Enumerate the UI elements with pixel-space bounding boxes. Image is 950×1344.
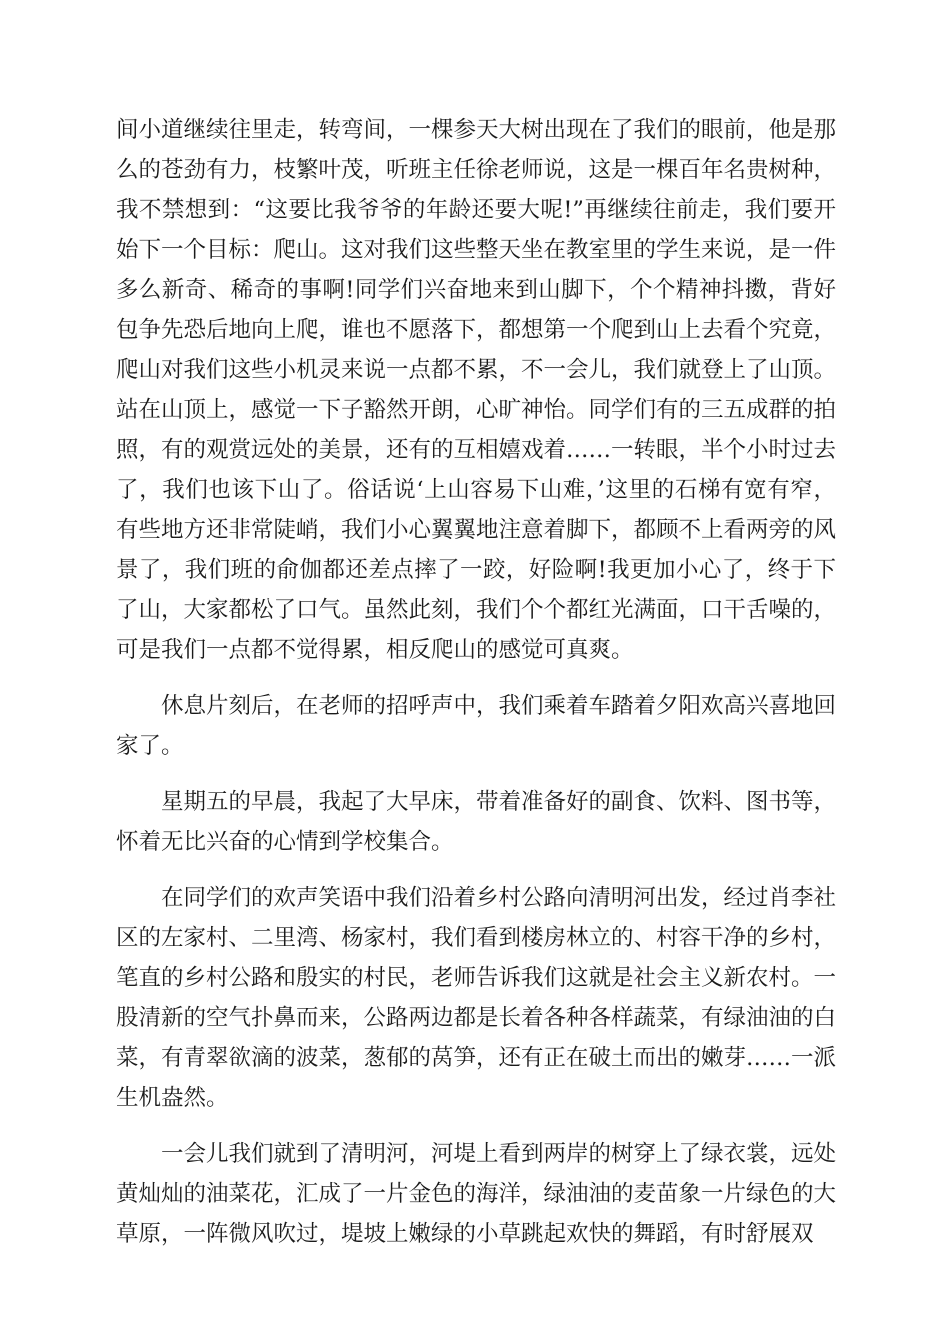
paragraph-3: 星期五的早晨，我起了大早床，带着准备好的副食、饮料、图书等，怀着无比兴奋的心情到学校集合。 <box>116 789 837 855</box>
paragraph-2: 休息片刻后，在老师的招呼声中，我们乘着车踏着夕阳欢高兴喜地回家了。 <box>116 693 837 759</box>
document-body <box>116 110 836 1270</box>
paragraph-1: 间小道继续往里走，转弯间，一棵参天大树出现在了我们的眼前，他是那么的苍劲有力，枝繁叶茂，听班主任徐老师说，这是一棵百年名贵树种，我不禁想到：“这要比我爷爷的年龄还要大呢!”再继续往前走，我们要开始下一个目标：爬山。这对我们这些整天坐在教室里的学生来说，是一件多么新奇、稀奇的事啊!同学们兴奋地来到山脚下，个个精神抖擞，背好包争先恐后地向上爬，谁也不愿落下，都想第一个爬到山上去看个究竟，爬山对我们这些小机灵来说一点都不累，不一会儿，我们就登上了山顶。站在山顶上，感觉一下子豁然开朗，心旷神怡。同学们有的三五成群的拍照，有的观赏远处的美景，还有的互相嬉戏着……一转眼，半个小时过去了，我们也该下山了。俗话说‘上山容易下山难，’这里的石梯有宽有窄，有些地方还非常陡峭，我们小心翼翼地注意着脚下，都顾不上看两旁的风景了，我们班的俞伽都还差点摔了一跤，好险啊!我更加小心了，终于下了山，大家都松了口气。虽然此刻，我们个个都红光满面，口干舌噪的，可是我们一点都不觉得累，相反爬山的感觉可真爽。 <box>116 117 837 663</box>
paragraph-5: 一会儿我们就到了清明河，河堤上看到两岸的树穿上了绿衣裳，远处黄灿灿的油菜花，汇成了一片金色的海洋，绿油油的麦苗象一片绿色的大草原，一阵微风吹过，堤坡上嫩绿的小草跳起欢快的舞蹈，有时舒展双 <box>116 1141 837 1247</box>
paragraph-4: 在同学们的欢声笑语中我们沿着乡村公路向清明河出发，经过肖李社区的左家村、二里湾、杨家村，我们看到楼房林立的、村容干净的乡村，笔直的乡村公路和殷实的村民，老师告诉我们这就是社会主义新农村。一股清新的空气扑鼻而来，公路两边都是长着各种各样蔬菜，有绿油油的白菜，有青翠欲滴的波菜，葱郁的莴笋，还有正在破土而出的嫩芽……一派生机盎然。 <box>116 885 837 1111</box>
